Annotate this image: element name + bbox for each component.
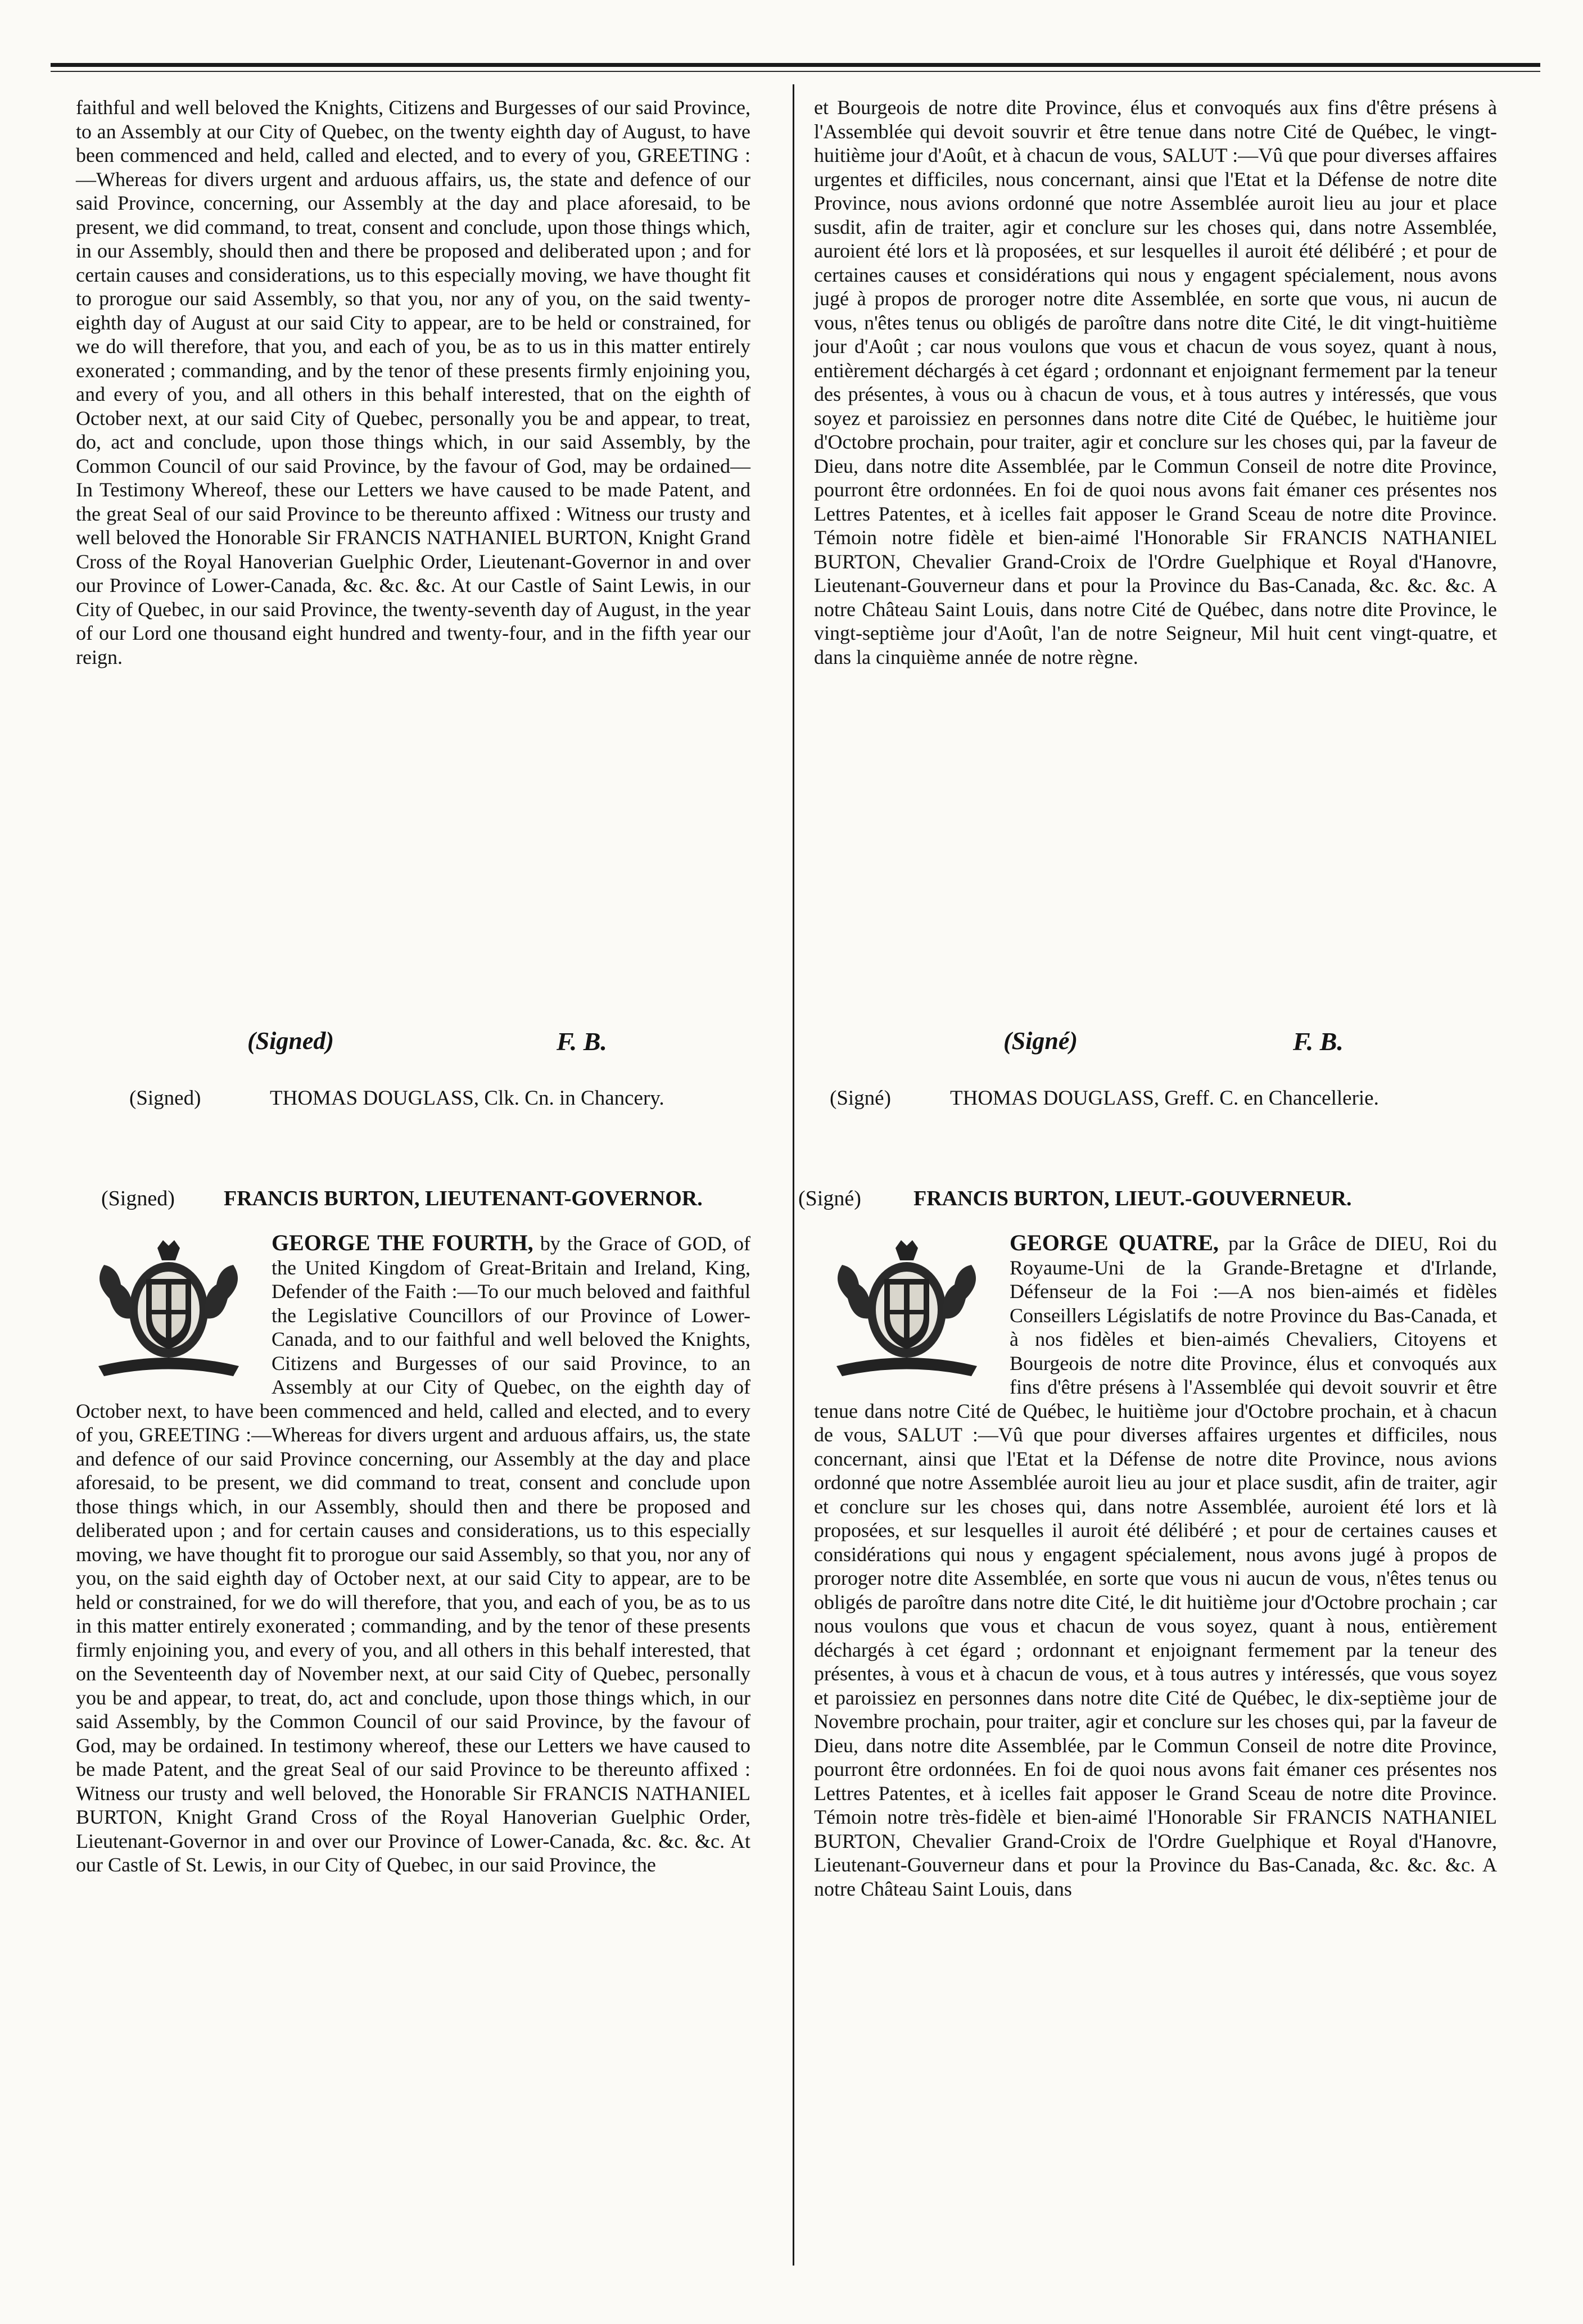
royal-coat-of-arms-icon — [76, 1231, 261, 1384]
left-proclamation-2-body: by the Grace of GOD, of the United Kingdom of Great-Britain and Ireland, King, Defender of the Faith :—To our much beloved and faithful the Legislative Councillors of our Province of Lower-Canada, and to our faithful and well beloved the Knights, Citizens and Burgesses of our said Province, to an Assembly at our City of Quebec, on the eighth day of October next, to have been commenced and held, called and elected, and to every of you, GREETING :—Whereas for divers urgent and arduous affairs, us, the state and defence of our said Province concerning, our Assembly at the day and place aforesaid, to be present, we did command to treat, consent and conclude upon those things which, in our Assembly, should then and there be proposed and deliberated upon ; and for certain causes and considerations, us to this especially moving, we have thought fit to prorogue our said Assembly, so that you, nor any of you, on the said eighth day of October next, at our said City to appear, are to be held or constrained, for we do will therefore, that you, and each of you, be as to us in this matter entirely exonerated ; commanding, and by the tenor of these presents firmly enjoining you, and every of you, and all others in this behalf interested, that on the Seventeenth day of November next, at our said City of Quebec, personally you be and appear, to treat, do, act and conclude, upon those things which, in our said Assembly, by the Common Council of our said Province, by the favour of God, may be ordained. In testimony whereof, these our Letters we have caused to be made Patent, and the great Seal of our said Province to be thereunto affixed : Witness our trusty and well beloved, the Honorable Sir FRANCIS NATHANIEL BURTON, Knight Grand Cross of the Royal Hanoverian Guelphic Order, Lieutenant-Governor in and over our Province of Lower-Canada, &c. &c. &c. At our Castle of St. Lewis, in our City of Quebec, in our said Province, the — [76, 1232, 750, 1876]
top-rule — [51, 63, 1540, 67]
right-burton-name: FRANCIS BURTON, LIEUT.-GOUVERNEUR. — [913, 1187, 1352, 1210]
right-signed-label: (Signé) — [1003, 1027, 1078, 1055]
right-proclamation-1: et Bourgeois de notre dite Province, élus et convoqués aux fins d'être présens à l'Assemblée qui devoit souvrir et être tenue dans notre Cité de Québec, le vingt-huitième jour d'Août, et à chacun de vous, SALUT :—Vû que pour diverses affaires urgentes et difficiles, nous concernant, ainsi que l'Etat et la Défense de notre dite Province, nous avions ordonné que notre Assemblée auroit lieu au jour et place susdit, afin de traiter, agir et conclure sur les choses qui, dans notre Assemblée, auroient été lors et là proposées, et sur lesquelles il auroit été délibéré ; et pour de certaines causes et considérations qui nous y engagent spécialement, nous avons jugé à propos de proroger notre dite Assemblée, en sorte que vous, ni aucun de vous, n'êtes tenus ou obligés de paroître dans notre dite Cité, le dit vingt-huitième jour d'Août ; car nous voulons que vous et chacun de vous soyez, quant à nous, entièrement déchargés à cet égard ; ordonnant et enjoignant fermement par la teneur des présentes, à vous ou à chacun de vous, et à tous autres y intéressés, que vous soyez et paroissiez en personnes dans notre dite Cité de Québec, le huitième jour d'Octobre prochain, pour traiter, agir et conclure sur les choses qui, par la faveur de Dieu, dans notre dite Assemblée, par le Commun Conseil de notre dite Province, pourront être ordonnées. En foi de quoi nous avons fait émaner ces présentes nos Lettres Patentes, et à icelles fait apposer le Grand Sceau de notre dite Province. Témoin notre fidèle et bien-aimé l'Honorable Sir FRANCIS NATHANIEL BURTON, Chevalier Grand-Croix de l'Ordre Guelphique et Royal d'Hanovre, Lieutenant-Gouverneur dans et pour la Province du Bas-Canada, &c. &c. &c. A notre Château Saint Louis, dans notre Cité de Québec, dans notre dite Province, le vingt-septième jour d'Août, l'an de notre Seigneur, Mil huit cent vingt-quatre, et dans la cinquième année de notre règne. — [814, 96, 1497, 668]
left-column — [76, 96, 750, 669]
top-rule-thin — [51, 71, 1540, 72]
left-clerk-signed: (Signed) — [129, 1087, 201, 1110]
left-burton-signed: (Signed) — [101, 1187, 175, 1210]
right-clerk-signed: (Signé) — [830, 1087, 891, 1110]
left-proclamation-2-block — [76, 1231, 750, 1877]
left-burton-name: FRANCIS BURTON, LIEUTENANT-GOVERNOR. — [224, 1187, 703, 1210]
right-proclamation-2-lead: GEORGE QUATRE, — [1010, 1230, 1219, 1255]
right-burton-signed: (Signé) — [798, 1187, 861, 1210]
royal-coat-of-arms-icon — [814, 1231, 999, 1384]
right-proclamation-2-body: par la Grâce de DIEU, Roi du Royaume-Uni de la Grande-Bretagne et d'Irlande, Défenseur de la Foi :—A nos bien-aimés et fidèles Conseillers Législatifs de notre Province du Bas-Canada, et à nos fidèles et bien-aimés Chevaliers, Citoyens et Bourgeois de notre dite Province, élus et convoqués aux fins d'être présens à l'Assemblée qui devoit souvrir et être tenue dans notre Cité de Québec, le huitième jour d'Octobre prochain, et à chacun de vous, SALUT :—Vû que pour diverses affaires urgentes et difficiles, nous concernant, ainsi que l'Etat et la Défense de notre dite Province, nous avions ordonné que notre Assemblée auroit lieu au jour et place susdit, afin de traiter, agir et conclure sur les choses qui, dans notre Assemblée, auroient été lors et là proposées, et sur lesquelles il auroit été délibéré ; et pour de certaines causes et considérations qui nous y engagent spécialement, nous avons jugé à propos de proroger notre dite Assemblée, en sorte que vous ni aucun de vous, n'êtes tenus ou obligés de paroître dans notre dite Cité, le dit huitième jour d'Octobre prochain ; car nous voulons que vous et chacun de vous soyez, quant à nous, entièrement déchargés à cet égard ; ordonnant et enjoignant fermement par la teneur des présentes, à vous et à chacun de vous, et à tous autres y intéressés, que vous soyez et paroissiez en personnes dans notre dite Cité de Québec, le dix-septième jour de Novembre prochain, pour traiter, agir et conclure sur les choses qui, par la faveur de Dieu, dans notre dite Assemblée, par le Commun Conseil de notre dite Province, pourront être ordonnées. En foi de quoi nous avons fait émaner ces présentes nos Lettres Patentes, et à icelles fait apposer le Grand Sceau de notre dite Province. Témoin notre très-fidèle et bien-aimé l'Honorable Sir FRANCIS NATHANIEL BURTON, Chevalier Grand-Croix de l'Ordre Guelphique et Royal d'Hanovre, Lieutenant-Gouverneur dans et pour la Province du Bas-Canada, &c. &c. &c. A notre Château Saint Louis, dans — [814, 1232, 1498, 1900]
right-signed-initials: F. B. — [1293, 1027, 1344, 1056]
right-column — [814, 96, 1497, 669]
left-signed-initials: F. B. — [557, 1027, 607, 1056]
left-clerk-name: THOMAS DOUGLASS, Clk. Cn. in Chancery. — [270, 1087, 664, 1110]
left-proclamation-1: faithful and well beloved the Knights, Citizens and Burgesses of our said Province, to an Assembly at our City of Quebec, on the twenty eighth day of August, to have been commenced and held, called and elected, and to every of you, GREETING : —Whereas for divers urgent and arduous affairs, us, the state and defence of our said Province, concerning, our Assembly at the day and place aforesaid, to be present, we did command, to treat, consent and conclude, upon those things which, in our Assembly, should then and there be proposed and deliberated upon ; and for certain causes and considerations, us to this especially moving, we have thought fit to prorogue our said Assembly, so that you, nor any of you, on the said twenty-eighth day of August at our said City to appear, are to be held or constrained, for we do will therefore, that you, and each of you, be as to us in this matter entirely exonerated ; commanding, and by the tenor of these presents firmly enjoining you, and every of you, and all others in this behalf interested, that on the eighth of October next, at our said City of Quebec, personally you be and appear, to treat, do, act and conclude, upon those things which, in our said Assembly, by the Common Council of our said Province, by the favour of God, may be ordained—In Testimony Whereof, these our Letters we have caused to be made Patent, and the great Seal of our said Province to be thereunto affixed : Witness our trusty and well beloved the Honorable Sir FRANCIS NATHANIEL BURTON, Knight Grand Cross of the Royal Hanoverian Guelphic Order, Lieutenant-Governor in and over our Province of Lower-Canada, &c. &c. &c. At our Castle of Saint Lewis, in our City of Quebec, in our said Province, the twenty-seventh day of August, in the year of our Lord one thousand eight hundred and twenty-four, and in the fifth year our reign. — [76, 96, 750, 668]
left-signed-label: (Signed) — [247, 1027, 334, 1055]
left-proclamation-2-lead: GEORGE THE FOURTH, — [272, 1230, 533, 1255]
right-proclamation-2-block — [814, 1231, 1497, 1901]
right-clerk-name: THOMAS DOUGLASS, Greff. C. en Chancellerie. — [950, 1087, 1379, 1110]
column-divider — [793, 84, 794, 2266]
